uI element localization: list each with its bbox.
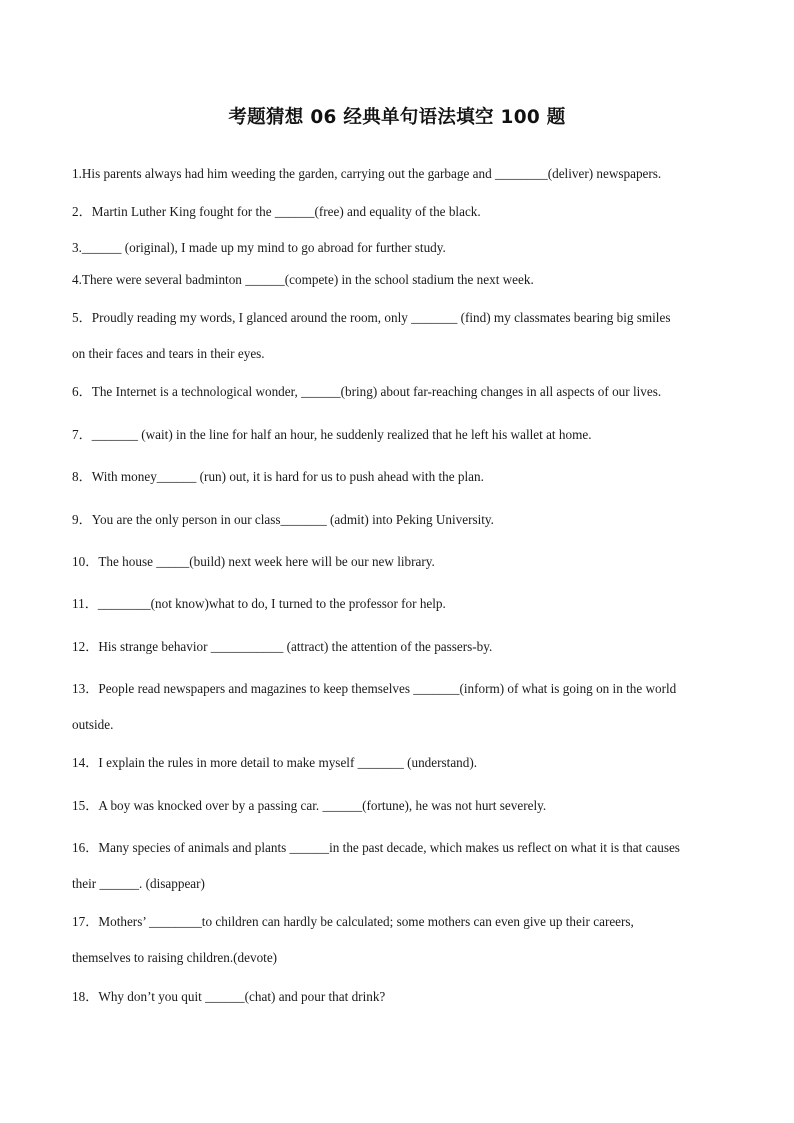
question-14: 14．I explain the rules in more detail to make myself _______ (understand). (72, 755, 478, 770)
question-9: 9．You are the only person in our class_______ (admit) into Peking University. (72, 512, 494, 527)
question-13-line-2: outside. (72, 717, 114, 732)
question-5 (72, 300, 732, 372)
page-title: 考题猜想 06 经典单句语法填空 100 题 (228, 107, 566, 128)
question-13 (72, 671, 732, 743)
question-13-line-1: 13．People read newspapers and magazines to keep themselves _______(inform) of what is going on in the world (72, 681, 677, 696)
question-4: 4.There were several badminton ______(compete) in the school stadium the next week. (72, 272, 534, 287)
question-7: 7．_______ (wait) in the line for half an hour, he suddenly realized that he left his wallet at home. (72, 427, 592, 442)
question-16-line-2: their ______. (disappear) (72, 876, 205, 891)
question-17-line-2: themselves to raising children.(devote) (72, 950, 278, 965)
question-16-line-1: 16．Many species of animals and plants ______in the past decade, which makes us reflect on what it is that causes (72, 840, 680, 855)
question-5-line-1: 5．Proudly reading my words, I glanced around the room, only _______ (find) my classmates bearing big smiles (72, 310, 671, 325)
question-17-line-1: 17．Mothers’ ________to children can hardly be calculated; some mothers can even give up their careers, (72, 914, 634, 929)
question-8: 8．With money______ (run) out, it is hard for us to push ahead with the plan. (72, 469, 484, 484)
question-17 (72, 904, 732, 976)
question-15: 15．A boy was knocked over by a passing car. ______(fortune), he was not hurt severely. (72, 798, 547, 813)
question-12: 12．His strange behavior ___________ (attract) the attention of the passers-by. (72, 639, 493, 654)
question-18: 18．Why don’t you quit ______(chat) and pour that drink? (72, 989, 386, 1004)
question-2: 2．Martin Luther King fought for the ______(free) and equality of the black. (72, 204, 481, 219)
question-6: 6．The Internet is a technological wonder, ______(bring) about far-reaching changes in all aspects of our lives. (72, 384, 662, 399)
question-5-line-2: on their faces and tears in their eyes. (72, 346, 265, 361)
question-1: 1.His parents always had him weeding the garden, carrying out the garbage and ________(deliver) newspapers. (72, 166, 662, 181)
question-10: 10．The house _____(build) next week here will be our new library. (72, 554, 435, 569)
question-11: 11．________(not know)what to do, I turned to the professor for help. (72, 596, 446, 611)
question-3: 3.______ (original), I made up my mind to go abroad for further study. (72, 240, 446, 255)
question-16 (72, 830, 732, 902)
